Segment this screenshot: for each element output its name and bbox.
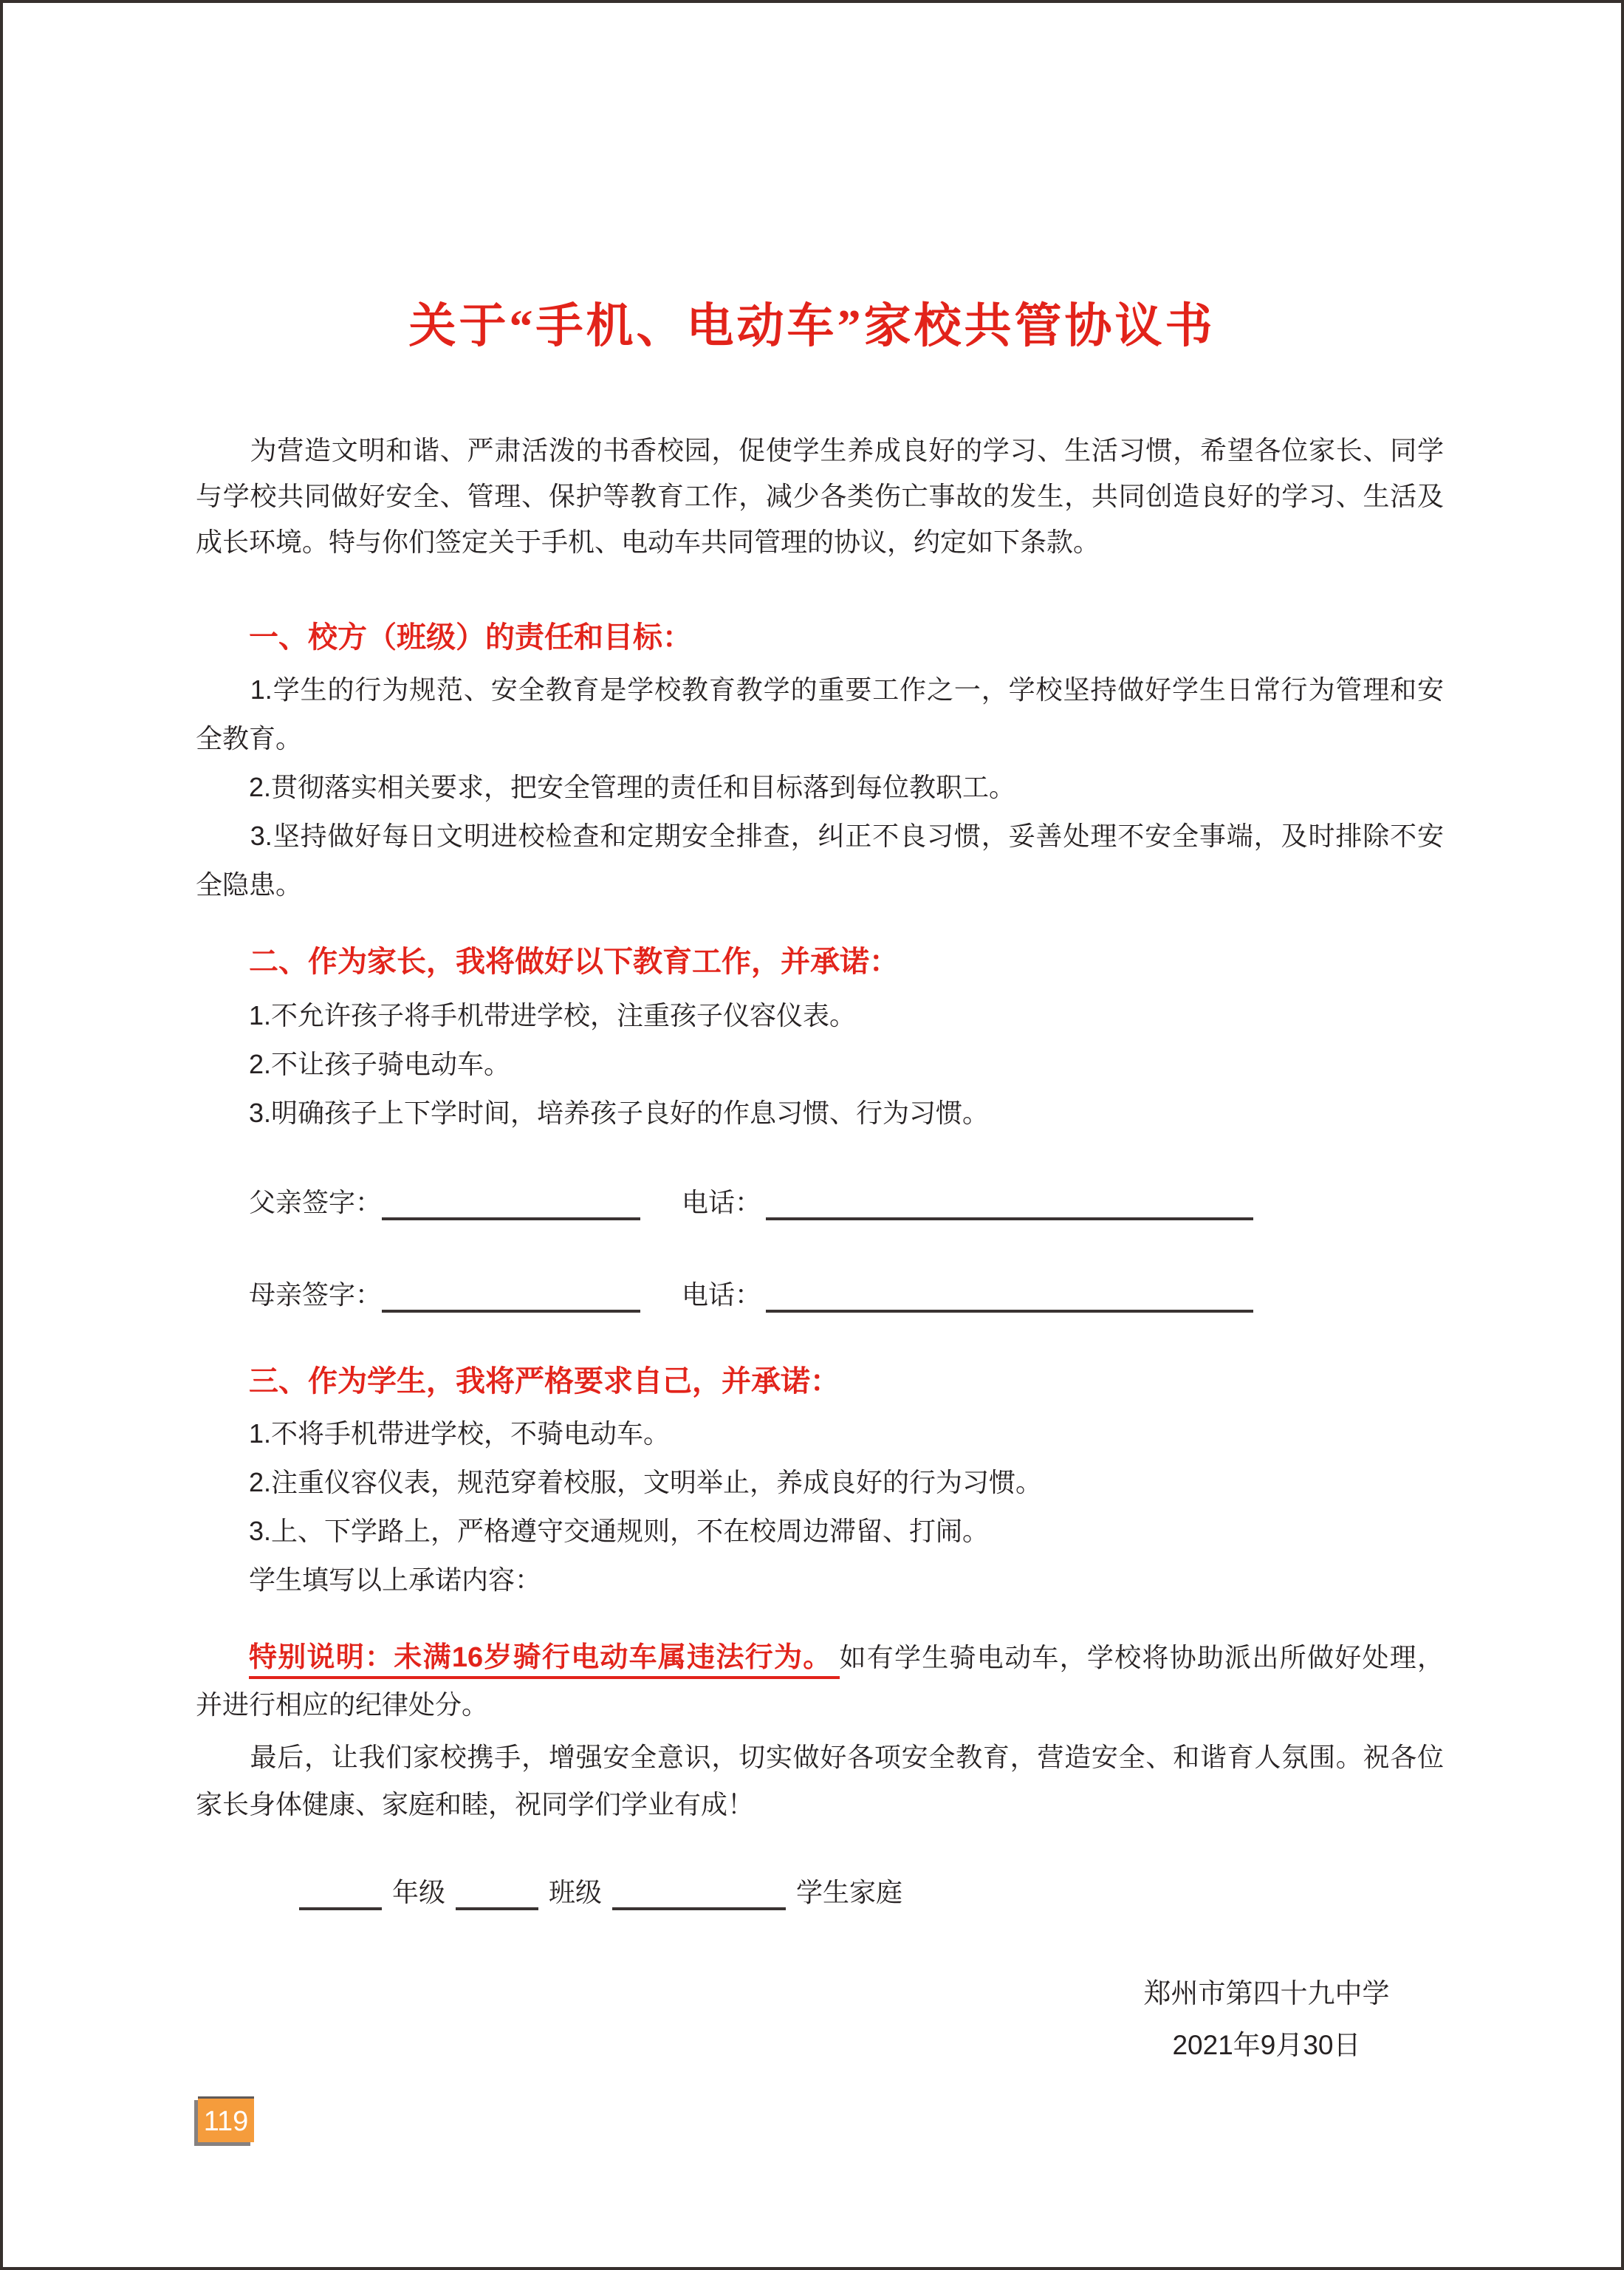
text-line: 为营造文明和谐、严肃活泼的书香校园，促使学生养成良好的学习、生活习惯，希望各位家长、同学 bbox=[196, 435, 1444, 465]
text-line: 3.坚持做好每日文明进校检查和定期安全排查，纠正不良习惯，妥善处理不安全事端，及时排除不安 bbox=[196, 821, 1444, 851]
text-line: 3.上、下学路上，严格遵守交通规则，不在校周边滞留、打闹。 bbox=[196, 1516, 990, 1546]
phone-label: 电话： bbox=[682, 1279, 762, 1310]
phone-label: 电话： bbox=[682, 1187, 762, 1217]
footer-signature-block bbox=[1082, 1968, 1451, 2071]
class-blank bbox=[456, 1873, 538, 1910]
grade-class-row bbox=[196, 1870, 1444, 1915]
mother-signature-row bbox=[196, 1273, 1444, 1317]
text-line: 全教育。 bbox=[196, 723, 303, 753]
father-signature-row bbox=[196, 1180, 1444, 1225]
text-line: 2.贯彻落实相关要求，把安全管理的责任和目标落到每位教职工。 bbox=[196, 772, 1016, 802]
special-note-line bbox=[196, 1634, 1444, 1681]
section-3-body bbox=[196, 1409, 1444, 1604]
text-line: 1.不将手机带进学校，不骑电动车。 bbox=[196, 1418, 671, 1449]
mother-phone-blank bbox=[766, 1276, 1253, 1313]
special-note-red: 特别说明：未满16岁骑行电动车属违法行为。 bbox=[249, 1642, 840, 1679]
text-line: 学生填写以上承诺内容： bbox=[196, 1565, 542, 1595]
mother-signature-blank bbox=[382, 1276, 640, 1313]
text-line: 与学校共同做好安全、管理、保护等教育工作，减少各类伤亡事故的发生，共同创造良好的学习、生活及 bbox=[196, 481, 1444, 511]
special-note-black: 如有学生骑电动车，学校将协助派出所做好处理， bbox=[839, 1642, 1444, 1672]
text-line: 2.注重仪容仪表，规范穿着校服，文明举止，养成良好的行为习惯。 bbox=[196, 1467, 1043, 1497]
text-line: 成长环境。特与你们签定关于手机、电动车共同管理的协议，约定如下条款。 bbox=[196, 527, 1100, 557]
father-signature-blank bbox=[382, 1183, 640, 1220]
text-line: 家长身体健康、家庭和睦，祝同学们学业有成！ bbox=[196, 1789, 755, 1819]
section-2-heading: 二、作为家长，我将做好以下教育工作，并承诺： bbox=[249, 946, 899, 978]
closing-paragraph bbox=[196, 1734, 1444, 1828]
intro-paragraph bbox=[196, 428, 1444, 565]
grade-blank bbox=[299, 1873, 382, 1910]
issue-date: 2021年9月30日 bbox=[1172, 2030, 1361, 2060]
family-label: 学生家庭 bbox=[796, 1877, 903, 1907]
document-title: 关于“手机、电动车”家校共管协议书 bbox=[408, 300, 1216, 352]
section-3-heading: 三、作为学生，我将严格要求自己，并承诺： bbox=[249, 1365, 840, 1398]
text-line: 2.不让孩子骑电动车。 bbox=[196, 1049, 511, 1079]
text-line: 1.学生的行为规范、安全教育是学校教育教学的重要工作之一，学校坚持做好学生日常行为管理和安 bbox=[196, 674, 1444, 705]
school-name: 郑州市第四十九中学 bbox=[1143, 1978, 1390, 2009]
grade-label: 年级 bbox=[392, 1877, 446, 1907]
text-line: 1.不允许孩子将手机带进学校，注重孩子仪容仪表。 bbox=[196, 1000, 857, 1030]
text-line: 最后，让我们家校携手，增强安全意识，切实做好各项安全教育，营造安全、和谐育人氛围。祝各位 bbox=[196, 1742, 1444, 1772]
class-label: 班级 bbox=[549, 1877, 603, 1907]
page-number-badge: 119 bbox=[198, 2096, 254, 2142]
family-blank bbox=[612, 1873, 786, 1910]
father-phone-blank bbox=[766, 1183, 1253, 1220]
section-1-heading: 一、校方（班级）的责任和目标： bbox=[249, 621, 692, 654]
section-1-body bbox=[196, 666, 1444, 909]
father-signature-label: 父亲签字： bbox=[249, 1187, 383, 1217]
special-note-continuation: 并进行相应的纪律处分。 bbox=[196, 1689, 489, 1720]
text-line: 3.明确孩子上下学时间，培养孩子良好的作息习惯、行为习惯。 bbox=[196, 1098, 990, 1128]
section-2-body bbox=[196, 991, 1444, 1138]
text-line: 全隐患。 bbox=[196, 869, 303, 900]
mother-signature-label: 母亲签字： bbox=[249, 1279, 383, 1310]
